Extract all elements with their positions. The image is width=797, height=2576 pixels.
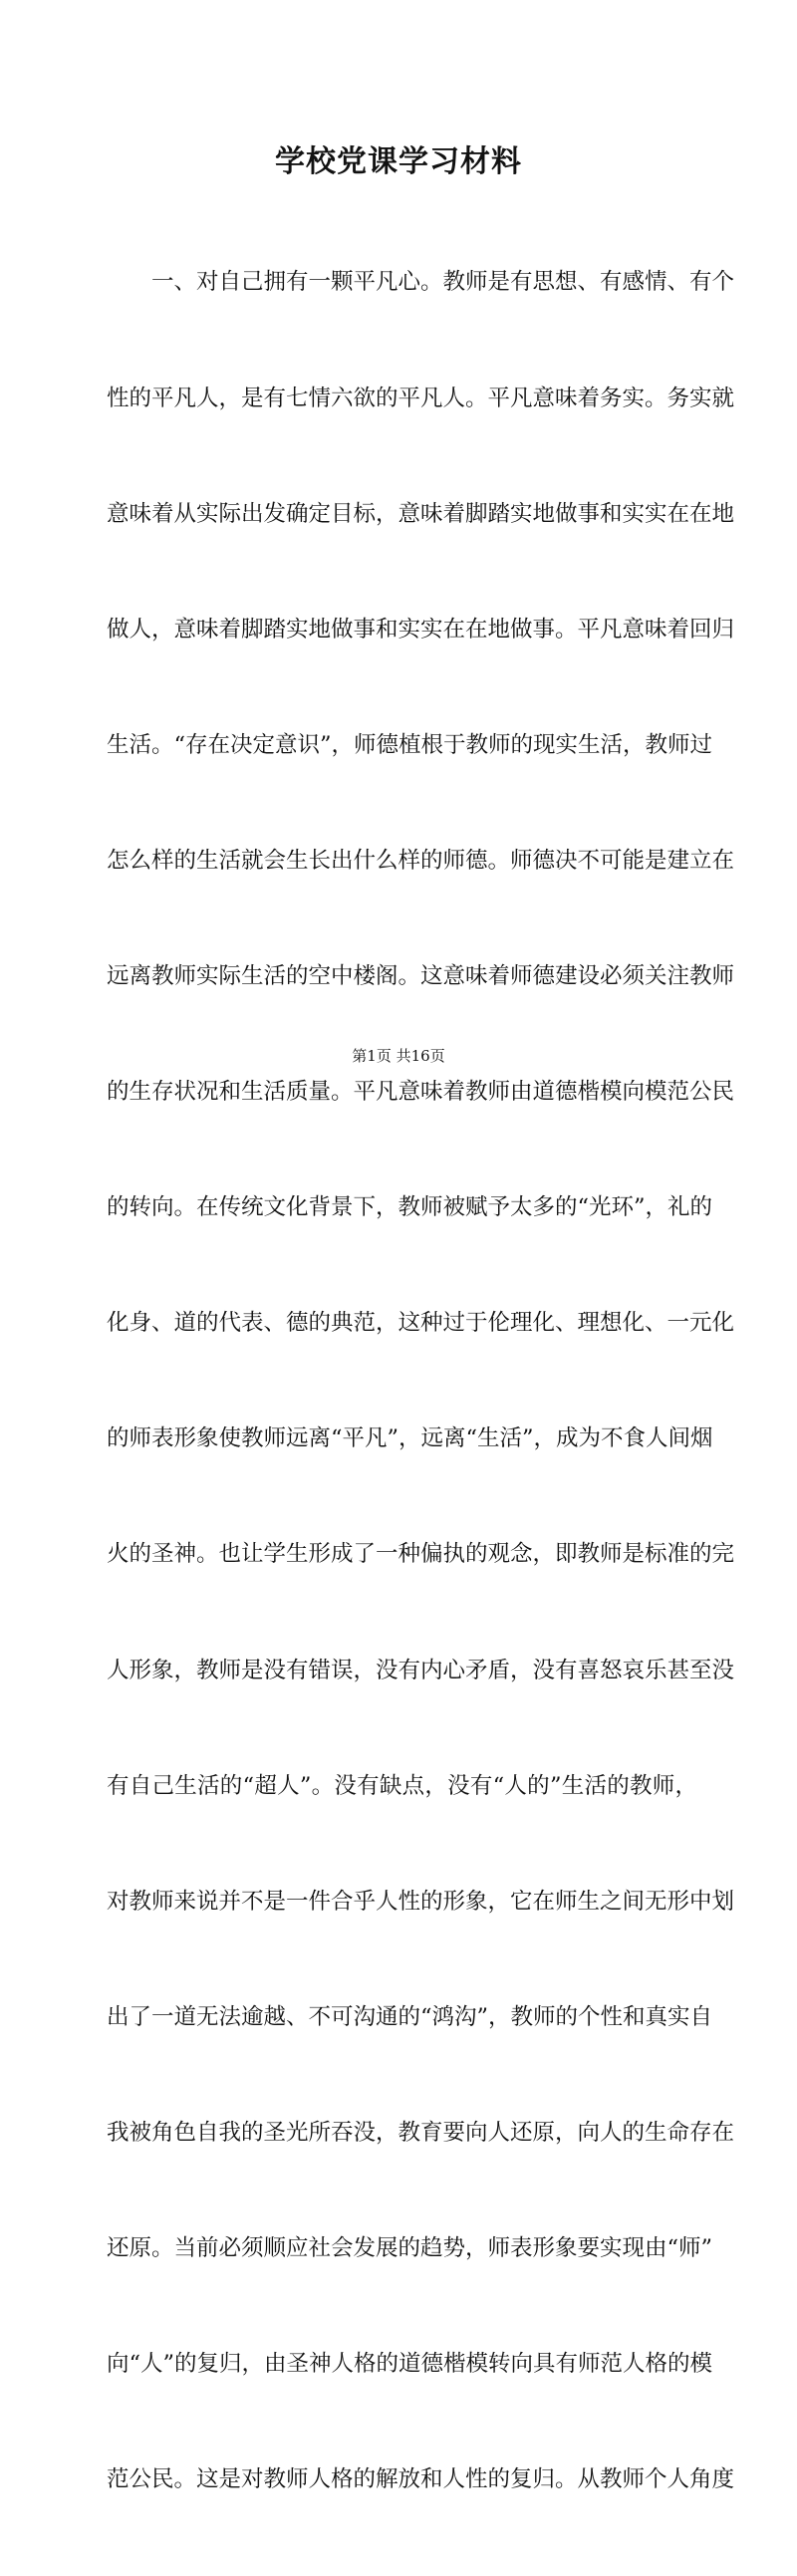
body-line: 对教师来说并不是一件合乎人性的形象，它在师生之间无形中划: [107, 1888, 735, 1915]
body-line: 做人，意味着脚踏实地做事和实实在在地做事。平凡意味着回归: [107, 616, 735, 643]
body-line: 远离教师实际生活的空中楼阁。这意味着师德建设必须关注教师: [107, 962, 735, 989]
body-line: 人形象，教师是没有错误，没有内心矛盾，没有喜怒哀乐甚至没: [107, 1657, 735, 1683]
body-line: 性的平凡人，是有七情六欲的平凡人。平凡意味着务实。务实就: [107, 385, 735, 411]
body-line: 的师表形象使教师远离“平凡”，远离“生活”，成为不食人间烟: [107, 1425, 713, 1452]
body-line: 化身、道的代表、德的典范，这种过于伦理化、理想化、一元化: [107, 1310, 735, 1337]
body-line: 一、对自己拥有一颗平凡心。教师是有思想、有感情、有个: [107, 269, 735, 296]
body-line: 火的圣神。也让学生形成了一种偏执的观念，即教师是标准的完: [107, 1541, 735, 1568]
body-line: 范公民。这是对教师人格的解放和人性的复归。从教师个人角度: [107, 2466, 735, 2493]
body-line: 的生存状况和生活质量。平凡意味着教师由道德楷模向模范公民: [107, 1079, 735, 1106]
body-line: 出了一道无法逾越、不可沟通的“鸿沟”，教师的个性和真实自: [107, 2003, 713, 2030]
body-line: 意味着从实际出发确定目标，意味着脚踏实地做事和实实在在地: [107, 500, 735, 527]
body-line: 还原。当前必须顺应社会发展的趋势，师表形象要实现由“师”: [107, 2235, 713, 2261]
document-body: [107, 186, 735, 2576]
body-line: 怎么样的生活就会生长出什么样的师德。师德决不可能是建立在: [107, 847, 735, 874]
page-number-footer: 第1页 共16页: [352, 1047, 445, 1065]
body-line: 向“人”的复归，由圣神人格的道德楷模转向具有师范人格的模: [107, 2351, 713, 2378]
body-line: 生活。“存在决定意识”，师德植根于教师的现实生活，教师过: [107, 731, 713, 758]
body-line: 的转向。在传统文化背景下，教师被赋予太多的“光环”，礼的: [107, 1194, 713, 1221]
body-line: 我被角色自我的圣光所吞没，教育要向人还原，向人的生命存在: [107, 2119, 735, 2146]
document-title: 学校党课学习材料: [275, 144, 522, 179]
body-line: 有自己生活的“超人”。没有缺点，没有“人的”生活的教师，: [107, 1772, 697, 1799]
